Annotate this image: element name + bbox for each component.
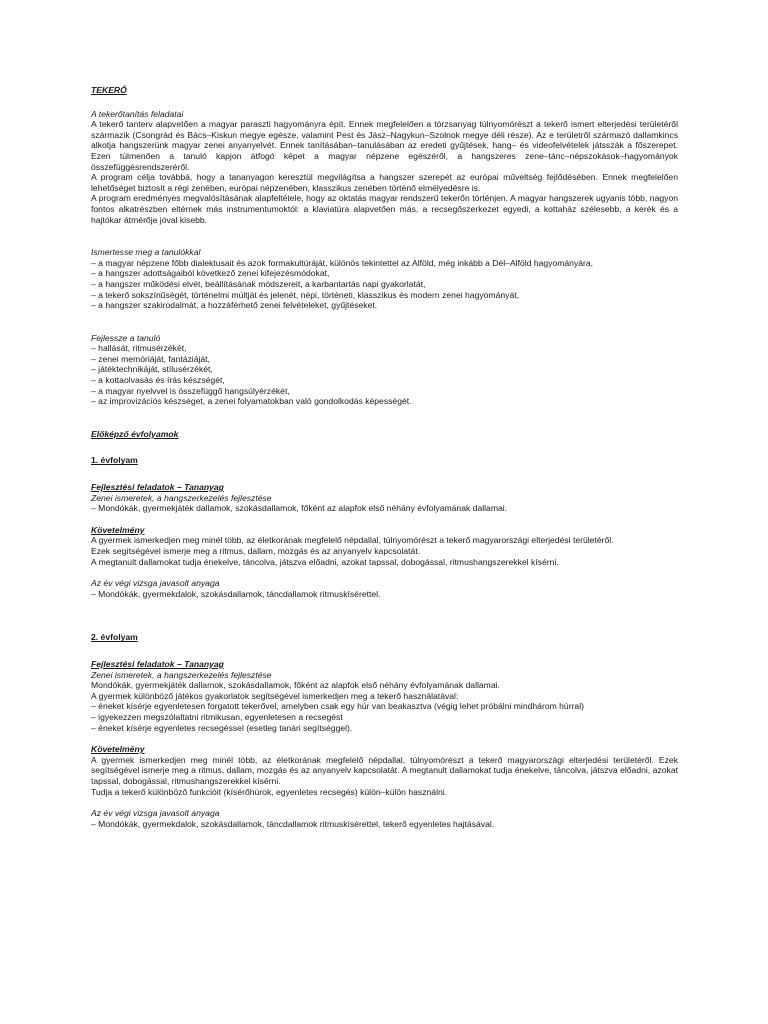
grade1-fejlesztesi-heading: Fejlesztési feladatok – Tananyag [91,482,224,493]
list-item: – az improvizációs készséget, a zenei folyamatokban való gondolkodás képességét. [91,396,412,407]
list-item: – játéktechnikáját, stílusérzékét, [91,364,213,375]
grade1-kovetelmeny-heading: Követelmény [91,524,145,535]
grade2-vizsga-line: – Mondókák, gyermekdalok, szokásdallamok, táncdallamok ritmuskísérettel, tekerő egyenletes hajtásával. [91,818,495,829]
intro-heading: A tekerőtanítás feladatai [91,108,184,119]
fejlessze-heading: Fejlessze a tanuló [91,332,161,343]
list-item: – a kottaolvasás és írás készségét, [91,375,225,386]
list-item: – a hangszer adottságaiból következő zenei kifejezésmódokat, [91,268,330,279]
grade1-fejlesztesi-line: – Mondókák, gyermekjáték dallamok, szokásdallamok, főként az alapfok első néhány évfolyamának dallamai. [91,503,508,514]
grade2-kovetelmeny-heading: Követelmény [91,744,145,755]
intro-paragraph-2: A program célja továbbá, hogy a tananyagon keresztül megvilágítsa a hangszer szerepét az európai műveltség fejlődésében. Ennek megfelelően lehetőséget biztosít a régi zenében, európai népzenében, klasszikus zenében történő elmélyedésre is. [91,172,678,193]
grade1-kovetelmeny-line: A megtanult dallamokat tudja énekelve, táncolva, játszva előadni, azokat tapssal, dobogással, ritmushangszerekkel kísérni. [91,556,559,567]
grade2-fejlesztesi-line: Mondókák, gyermekjáték dallamok, szokásdallamok, főként az alapfok első néhány évfolyamának dallamai. [91,680,500,691]
elokepzo-heading: Előképző évfolyamok [91,428,179,439]
list-item: – a magyar nyelvvel is összefüggő hangsúlyérzékét, [91,385,290,396]
grade2-kovetelmeny-paragraph: A gyermek ismerkedjen meg minél több, az életkorának megfelelő népdallal, túlnyomórészt a tekerő magyarországi elterjedési területéről. Ezek segítségével ismerje meg a ritmus, dallam, mozgás és az anyanyelv kapcsolatát. A megtanult dallamokat tudja énekelve, táncolva, játszva előadni, azokat tapssal, dobogással, ritmushangszerekkel kísérni. [91,754,678,786]
ismertesse-heading: Ismertesse meg a tanulókkal [91,247,201,258]
grade1-kovetelmeny-line: Ezek segítségével ismerje meg a ritmus, dallam, mozgás és az anyanyelv kapcsolatát. [91,546,421,556]
grade2-fejlesztesi-subheading: Zenei ismeretek, a hangszerkezelés fejlesztése [91,669,272,680]
grade2-heading: 2. évfolyam [91,632,138,643]
intro-paragraph-1: A tekerő tanterv alapvetően a magyar paraszti hagyományra épít. Ennek megfelelően a törzsanyag túlnyomórészt a tekerő ismert elterjedési területéről származik (Csongrád és Bács–Kiskun megye egésze, valamint Pest és Jász–Nagykun–Szolnok megye déli része). Az e területről származó dallamkincs alkotja hangszerünk magyar zenei anyanyelvét. Ennek tanításában–tanulásában az eredeti gyűjtések, hang– és videofelvételek játsszák a főszerepet. Ezen túlmenően a tanuló kapjon átfogó képet a magyar népzene egészéről, a hangszeres zene–tánc–népszokások–hagyományok összefüggésrendszeréről. [91,119,678,172]
grade2-fejlesztesi-heading: Fejlesztési feladatok – Tananyag [91,658,224,669]
grade2-fejlesztesi-line: A gyermek különböző játékos gyakorlatok segítségével ismerkedjen meg a tekerő használatával: [91,690,459,701]
fejlessze-section [91,333,678,407]
document-title: TEKERŐ [91,85,127,95]
list-item: – a tekerő sokszínűségét, történelmi múltját és jelenét, népi, történeti, klasszikus és modern zenei hagyományát, [91,289,520,300]
list-item: – hallását, ritmusérzékét, [91,343,187,354]
grade1-kovetelmeny-line: A gyermek ismerkedjen meg minél több, az életkorának megfelelő népdallal, túlnyomórészt a tekerő magyarországi elterjedési területéről. [91,535,614,546]
document-body [91,85,678,829]
grade1-section [91,455,678,599]
ismertesse-section [91,247,678,311]
grade2-fejlesztesi-line: – éneket kísérje egyenletesen forgatott tekerővel, amelyben csak egy húr van beakasztva (végig lehet próbálni mindhárom húrral) [91,701,584,712]
grade2-fejlesztesi-line: – igyekezzen megszólaltatni ritmikusan, egyenletesen a recsegést [91,711,343,722]
grade2-kovetelmeny-line: Tudja a tekerő különböző funkcióit (kísérőhúrok, egyenletes recsegés) külön–külön használni. [91,786,448,797]
grade2-section [91,632,678,829]
grade2-vizsga-heading: Az év végi vizsga javasolt anyaga [91,808,220,819]
grade2-fejlesztesi-line: – éneket kísérje egyenletes recsegéssel (esetleg tanári segítséggel). [91,722,353,733]
list-item: – a hangszer szakirodalmát, a hozzáférhető zenei felvételeket, gyűjtéseket. [91,300,378,311]
grade1-vizsga-line: – Mondókák, gyermekdalok, szokásdallamok, táncdallamok ritmuskísérettel. [91,588,381,599]
list-item: – zenei memóriáját, fantáziáját, [91,353,210,364]
grade1-fejlesztesi-subheading: Zenei ismeretek, a hangszerkezelés fejlesztése [91,492,272,503]
grade1-heading: 1. évfolyam [91,455,138,466]
intro-paragraph-3: A program eredményes megvalósításának alapfeltétele, hogy az oktatás magyar rendszerű tekerőn történjen. A magyar hangszerek ugyanis több, nagyon fontos alkatrészben eltérnek más instrumentumoktól: a klaviatúra alapvetően más, a recsegőszerkezet egyedi, a kottaház szélesebb, a kerék és a hajtókar átmérője jóval kisebb. [91,193,678,225]
intro-section [91,109,678,226]
list-item: – a magyar népzene főbb dialektusait és azok formakultúráját, különös tekintettel az Alföld, még inkább a Dél–Alföld hagyományára, [91,257,594,268]
grade1-vizsga-heading: Az év végi vizsga javasolt anyaga [91,578,220,589]
list-item: – a hangszer működési elvét, beállításának módszereit, a karbantartás napi gyakorlatát, [91,278,426,289]
